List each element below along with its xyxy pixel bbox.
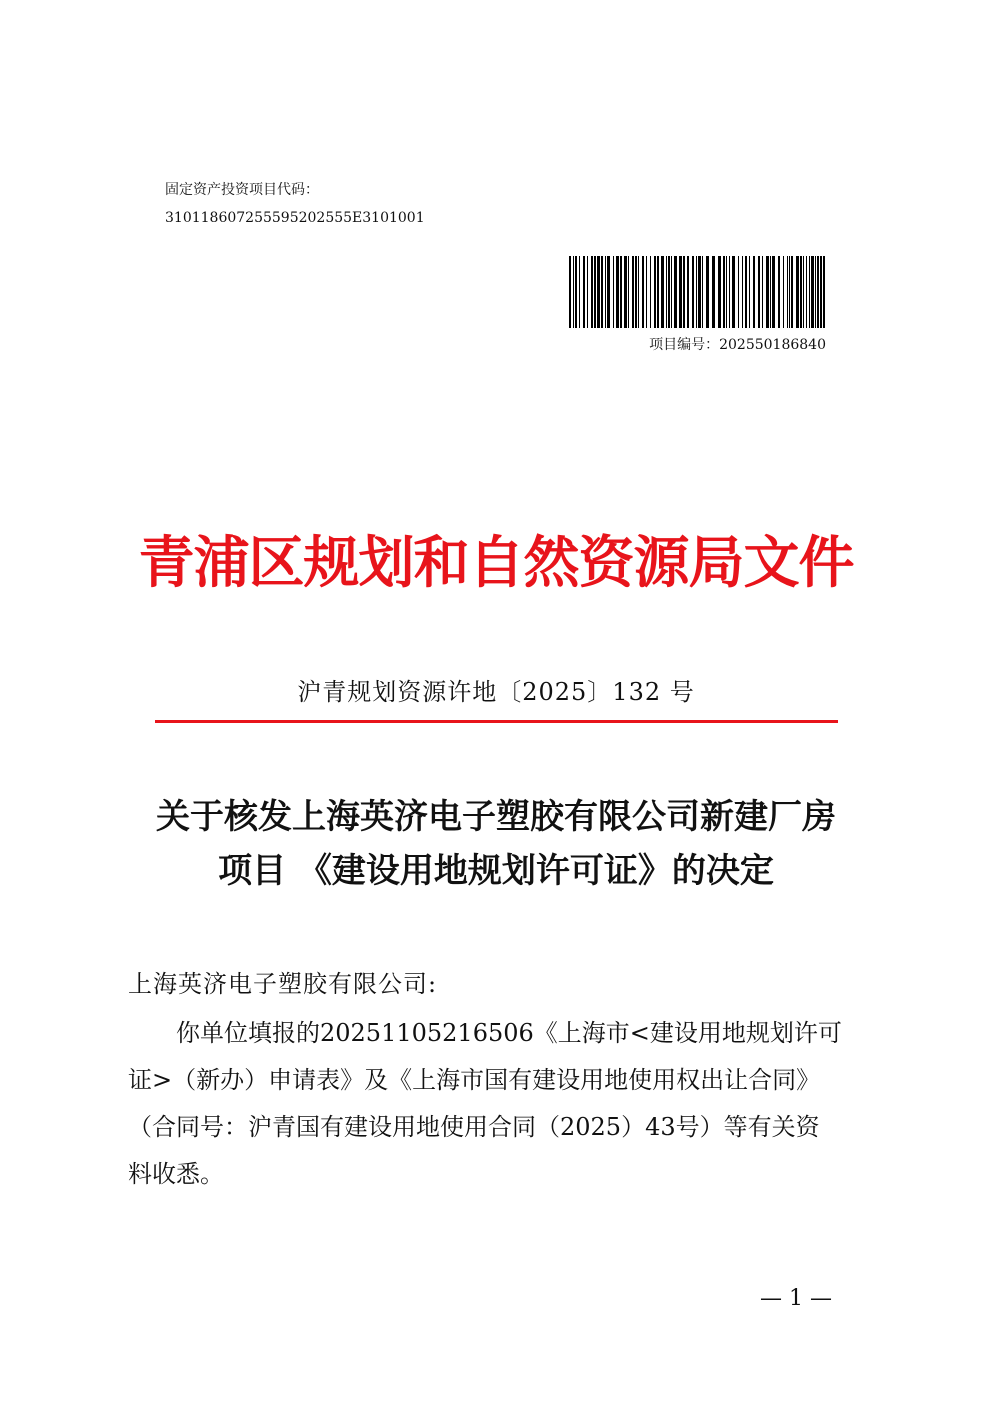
barcode-bar bbox=[597, 256, 600, 328]
barcode-bar bbox=[745, 256, 747, 328]
body-paragraph bbox=[128, 1010, 866, 1198]
project-number: 项目编号：202550186840 bbox=[649, 337, 826, 353]
barcode-bar bbox=[766, 256, 769, 328]
barcode-bar bbox=[809, 256, 810, 328]
barcode-bar bbox=[607, 256, 610, 328]
barcode-bar bbox=[583, 256, 585, 328]
barcode-bar bbox=[657, 256, 659, 328]
barcode-bar bbox=[632, 256, 634, 328]
document-title-line-2: 项目 《建设用地规划许可证》的决定 bbox=[218, 851, 774, 891]
body-line: 你单位填报的20251105216506《上海市<建设用地规划许可 bbox=[176, 1019, 842, 1047]
barcode-bar bbox=[642, 256, 644, 328]
barcode-bar bbox=[635, 256, 637, 328]
investment-code-label: 固定资产投资项目代码： bbox=[165, 182, 319, 198]
body-line: （合同号：沪青国有建设用地使用合同（2025）43号）等有关资 bbox=[128, 1113, 820, 1141]
barcode-bar bbox=[613, 256, 614, 328]
body-line: 料收悉。 bbox=[128, 1160, 224, 1188]
investment-code-value: 310118607255595202555E3101001 bbox=[165, 210, 425, 226]
document-title bbox=[0, 790, 992, 898]
barcode-bar bbox=[573, 256, 574, 328]
barcode-bar bbox=[668, 256, 670, 328]
barcode-bar bbox=[683, 256, 685, 328]
barcode-bar bbox=[778, 256, 780, 328]
barcode-bar bbox=[674, 256, 677, 328]
barcode-bar bbox=[742, 256, 743, 328]
barcode-bar bbox=[654, 256, 656, 328]
barcode-bar bbox=[789, 256, 790, 328]
addressee: 上海英济电子塑胶有限公司: bbox=[128, 970, 438, 998]
barcode-bar bbox=[575, 256, 577, 328]
barcode-bar bbox=[594, 256, 596, 328]
document-number: 沪青规划资源许地〔2025〕132 号 bbox=[297, 678, 695, 706]
barcode-bar bbox=[817, 256, 819, 328]
barcode-bar bbox=[791, 256, 793, 328]
barcode-bar bbox=[783, 256, 784, 328]
barcode-bar bbox=[692, 256, 694, 328]
barcode-bar bbox=[770, 256, 771, 328]
barcode-bar bbox=[702, 256, 703, 328]
barcode-bar bbox=[787, 256, 788, 328]
document-title-line-1: 关于核发上海英济电子塑胶有限公司新建厂房 bbox=[156, 797, 836, 837]
barcode-bar bbox=[671, 256, 672, 328]
barcode-bar bbox=[800, 256, 802, 328]
barcode-bar bbox=[650, 256, 651, 328]
body-line: 证>（新办）申请表》及《上海市国有建设用地使用权出让合同》 bbox=[128, 1066, 821, 1094]
barcode-bar bbox=[718, 256, 721, 328]
barcode-bar bbox=[723, 256, 725, 328]
barcode-bar bbox=[811, 256, 814, 328]
barcode-bar bbox=[587, 256, 588, 328]
barcode-bar bbox=[726, 256, 727, 328]
barcode-bar bbox=[753, 256, 755, 328]
barcode-bar bbox=[820, 256, 822, 328]
barcode-bar bbox=[823, 256, 825, 328]
barcode-bar bbox=[796, 256, 799, 328]
barcode-bar bbox=[591, 256, 593, 328]
barcode-bar bbox=[687, 256, 689, 328]
barcode bbox=[569, 256, 827, 328]
barcode-bar bbox=[762, 256, 763, 328]
agency-title: 青浦区规划和自然资源局文件 bbox=[138, 530, 854, 596]
barcode-bar bbox=[569, 256, 571, 328]
barcode-bar bbox=[738, 256, 739, 328]
barcode-bar bbox=[638, 256, 639, 328]
barcode-bar bbox=[679, 256, 682, 328]
barcode-bar bbox=[758, 256, 760, 328]
barcode-bar bbox=[706, 256, 709, 328]
barcode-bar bbox=[815, 256, 816, 328]
barcode-bar bbox=[601, 256, 603, 328]
barcode-bar bbox=[732, 256, 735, 328]
barcode-bar bbox=[696, 256, 697, 328]
barcode-bar bbox=[698, 256, 701, 328]
barcode-bar bbox=[628, 256, 629, 328]
barcode-bar bbox=[624, 256, 627, 328]
barcode-bar bbox=[605, 256, 606, 328]
barcode-bar bbox=[646, 256, 647, 328]
barcode-bar bbox=[772, 256, 775, 328]
barcode-bar bbox=[579, 256, 580, 328]
barcode-bar bbox=[620, 256, 622, 328]
barcode-bar bbox=[806, 256, 807, 328]
investment-code-block bbox=[165, 176, 425, 232]
barcode-bar bbox=[729, 256, 730, 328]
red-divider bbox=[155, 720, 838, 723]
barcode-bar bbox=[803, 256, 804, 328]
barcode-bar bbox=[712, 256, 715, 328]
barcode-bar bbox=[661, 256, 664, 328]
page-number: — 1 — bbox=[760, 1286, 832, 1311]
barcode-bar bbox=[616, 256, 619, 328]
barcode-bar bbox=[666, 256, 667, 328]
barcode-bar bbox=[749, 256, 750, 328]
